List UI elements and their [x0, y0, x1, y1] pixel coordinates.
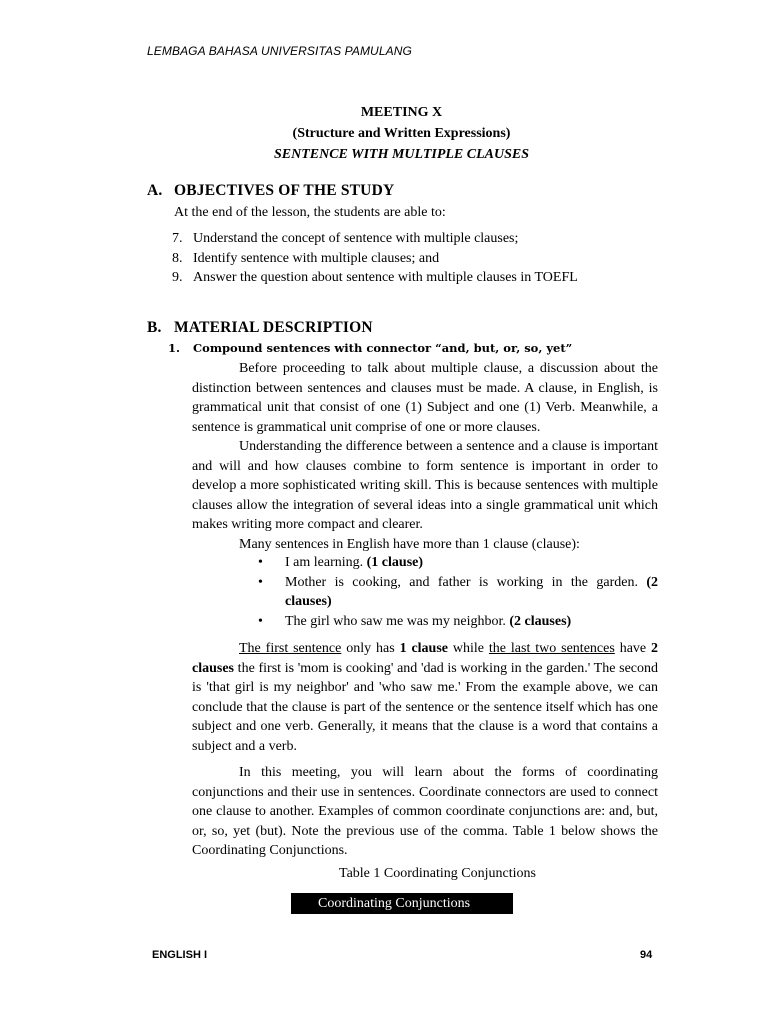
body-paragraph-5 [192, 763, 658, 861]
list-item [258, 612, 658, 632]
paragraph-4 [192, 639, 658, 756]
subsection-title: Compound sentences with connector “and, but, or, so, yet” [193, 341, 573, 355]
paragraph-text: have [614, 641, 652, 656]
list-item [172, 229, 578, 249]
list-text: Identify sentence with multiple clauses; and [193, 250, 440, 266]
paragraph-5: In this meeting, you will learn about the forms of coordinating conjunctions and their use in sentences. Coordinate connectors are used to connect one clause to another. Examples of common coordinate conjunctions are: and, but, or, so, yet (but). Note the previous use of the comma. Table 1 below shows the Coordinating Conjunctions. [192, 765, 658, 858]
table-header: Coordinating Conjunctions [291, 893, 513, 914]
list-item [172, 249, 578, 269]
meeting-topic: SENTENCE WITH MULTIPLE CLAUSES [273, 147, 530, 162]
list-number: 8. [172, 250, 183, 266]
paragraph-1: Before proceeding to talk about multiple clause, a discussion about the distinction between sentences and clauses must be made. A clause, in English, is grammatical unit that consist of one (1) Subject and one (1) Verb. Meanwhile, a sentence is grammatical unit comprise of one or more clauses. [192, 361, 658, 435]
list-text: Understand the concept of sentence with multiple clauses; [193, 231, 519, 246]
section-b-title: MATERIAL DESCRIPTION [174, 319, 373, 336]
body-paragraph-4 [192, 639, 658, 756]
title-block [200, 102, 603, 165]
objectives-list [172, 229, 578, 288]
footer-course: ENGLISH I [152, 949, 208, 961]
example-note: (2 clauses) [285, 574, 658, 609]
examples-list [258, 553, 658, 631]
running-header: LEMBAGA BAHASA UNIVERSITAS PAMULANG [147, 44, 412, 58]
paragraph-text: only has [341, 641, 400, 656]
page-number: 94 [640, 949, 653, 961]
bold-phrase: 2 clauses [192, 641, 659, 676]
example-note: (1 clause) [366, 555, 424, 570]
bullet-icon: • [258, 574, 263, 590]
subsection-heading [168, 341, 572, 355]
example-text: I am learning. [285, 555, 367, 570]
paragraph-text: the first is 'mom is cooking' and 'dad is working in the garden.' The second is 'that girl is my neighbor' and 'who saw me.' From the example above, we can conclude that the clause is part of the sentence or the sentence itself which has one subject and one verb. Generally, it means that the clause is a word that contains a subject and a verb. [192, 660, 658, 754]
paragraph-3: Many sentences in English have more than 1 clause (clause): [239, 536, 580, 552]
meeting-subtitle: (Structure and Written Expressions) [292, 126, 511, 141]
paragraph-2: Understanding the difference between a sentence and a clause is important and will and how clauses combine to form sentence is important in order to develop a more sophisticated writing skill. This is because sentences with multiple clauses allow the integration of several ideas into a single grammatical unit which makes writing more compact and clearer. [192, 439, 658, 532]
section-b-letter: B. [147, 319, 162, 336]
list-number: 7. [172, 231, 183, 246]
objectives-intro: At the end of the lesson, the students are able to: [174, 205, 446, 220]
section-a-heading [147, 182, 394, 200]
paragraph-text: while [448, 641, 489, 656]
underlined-phrase: The first sentence [239, 641, 342, 656]
underlined-phrase: the last two sentences [488, 641, 615, 656]
example-text: The girl who saw me was my neighbor. [285, 613, 510, 629]
section-a-title: OBJECTIVES OF THE STUDY [174, 182, 395, 199]
example-note: (2 clauses) [509, 613, 572, 629]
subsection-number: 1. [168, 341, 181, 355]
body-paragraphs-1 [192, 359, 658, 554]
bullet-icon: • [258, 613, 263, 629]
list-item [258, 553, 658, 573]
section-b-heading [147, 319, 373, 337]
list-item [258, 573, 658, 612]
meeting-title: MEETING X [360, 105, 443, 120]
table-caption: Table 1 Coordinating Conjunctions [339, 866, 536, 881]
list-item [172, 268, 578, 288]
example-text: Mother is cooking, and father is working in the garden. [285, 574, 647, 590]
section-a-letter: A. [147, 182, 163, 199]
bullet-icon: • [258, 555, 263, 570]
list-number: 9. [172, 270, 183, 285]
bold-phrase: 1 clause [399, 641, 449, 656]
list-text: Answer the question about sentence with multiple clauses in TOEFL [193, 270, 578, 285]
